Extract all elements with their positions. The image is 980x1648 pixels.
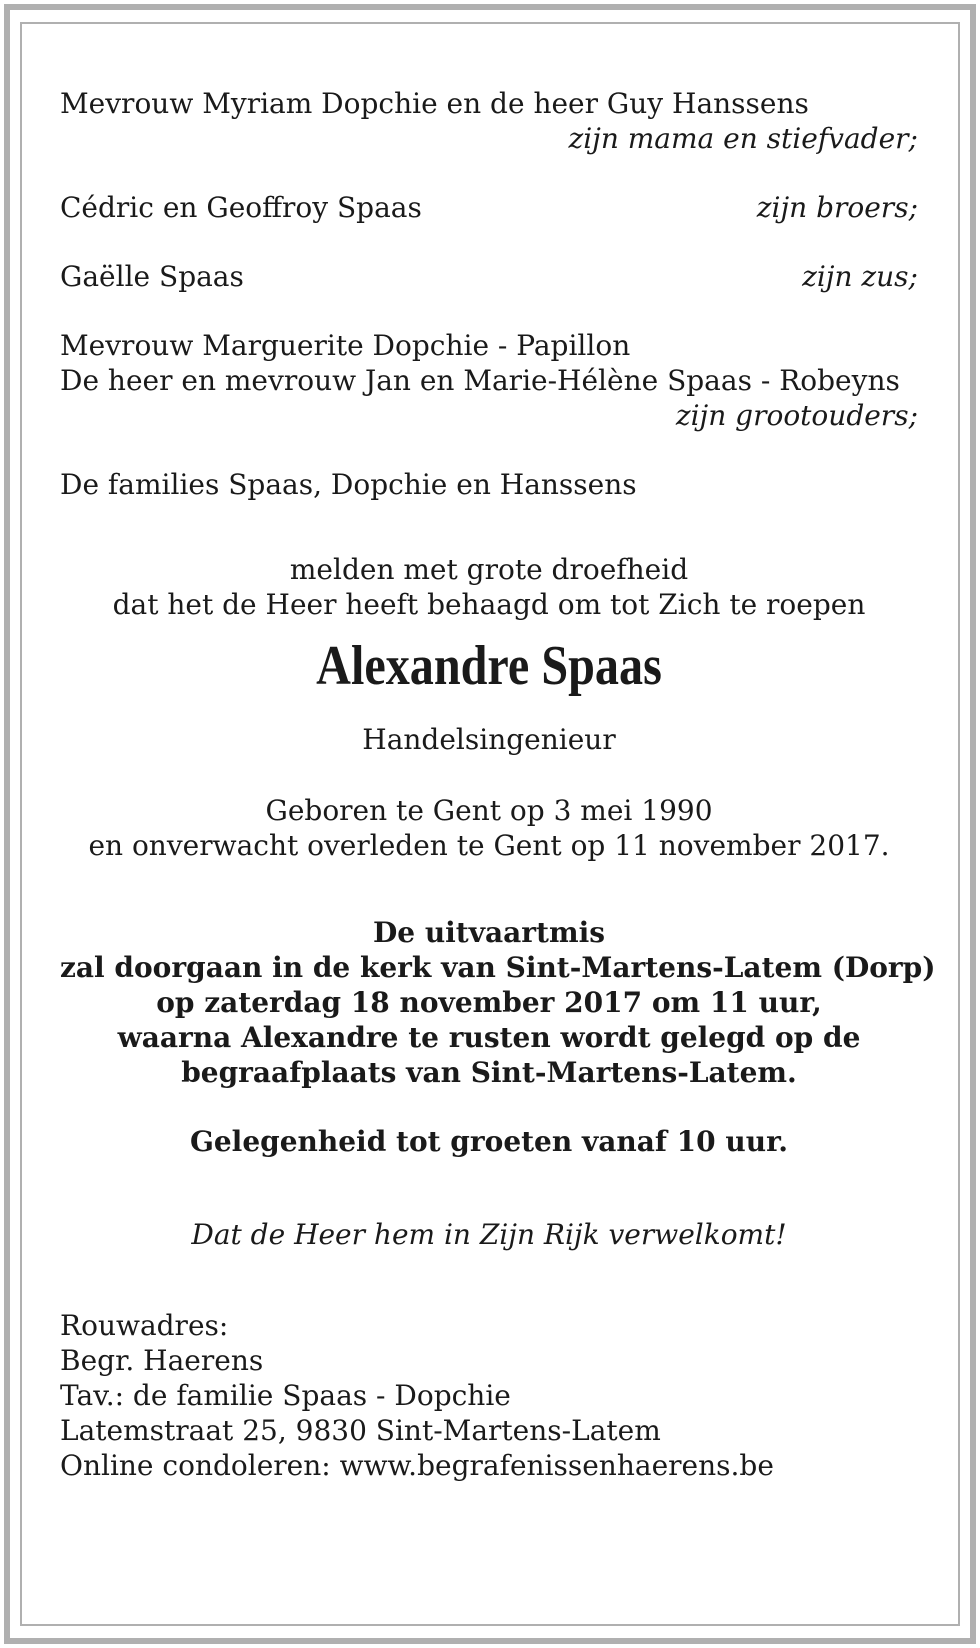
address-undertaker: Begr. Haerens — [60, 1344, 264, 1377]
grandparent-line-1: Mevrouw Marguerite Dopchie - Papillon — [60, 329, 631, 362]
funeral-line-2: zal doorgaan in de kerk van Sint-Martens-Latem (Dorp) — [60, 951, 936, 984]
funeral-line-3: op zaterdag 18 november 2017 om 11 uur, — [156, 986, 822, 1019]
parents-names: Mevrouw Myriam Dopchie en de heer Guy Hanssens — [60, 87, 809, 120]
deceased-name: Alexandre Spaas — [316, 635, 662, 697]
brothers-names: Cédric en Geoffroy Spaas — [60, 191, 422, 224]
grandparents-role: zijn grootouders; — [675, 399, 918, 432]
families-line: De families Spaas, Dopchie en Hanssens — [60, 468, 637, 501]
obituary-notice — [60, 86, 936, 1483]
brothers-role: zijn broers; — [756, 191, 918, 224]
grandparent-line-2: De heer en mevrouw Jan en Marie-Hélène Spaas - Robeyns — [60, 364, 900, 397]
brothers-row — [60, 190, 918, 225]
address-street: Latemstraat 25, 9830 Sint-Martens-Latem — [60, 1414, 661, 1447]
address-attention: Tav.: de familie Spaas - Dopchie — [60, 1379, 511, 1412]
announcement-line-2: dat het de Heer heeft behaagd om tot Zich te roepen — [112, 588, 866, 621]
announcement-line-1: melden met grote droefheid — [289, 553, 689, 586]
address-heading: Rouwadres: — [60, 1309, 229, 1342]
blessing-line: Dat de Heer hem in Zijn Rijk verwelkomt! — [191, 1218, 787, 1251]
funeral-line-1: De uitvaartmis — [372, 916, 606, 949]
greeting-line: Gelegenheid tot groeten vanaf 10 uur. — [189, 1125, 789, 1158]
death-line: en onverwacht overleden te Gent op 11 november 2017. — [88, 829, 890, 862]
sister-role: zijn zus; — [802, 260, 918, 293]
sister-names: Gaëlle Spaas — [60, 260, 244, 293]
funeral-line-5: begraafplaats van Sint-Martens-Latem. — [181, 1056, 797, 1089]
funeral-line-4: waarna Alexandre te rusten wordt gelegd op de — [117, 1021, 861, 1054]
address-online: Online condoleren: www.begrafenissenhaerens.be — [60, 1449, 774, 1482]
parents-role: zijn mama en stiefvader; — [568, 122, 918, 155]
sister-row — [60, 259, 918, 294]
deceased-profession: Handelsingenieur — [362, 723, 616, 756]
birth-line: Geboren te Gent op 3 mei 1990 — [265, 794, 713, 827]
